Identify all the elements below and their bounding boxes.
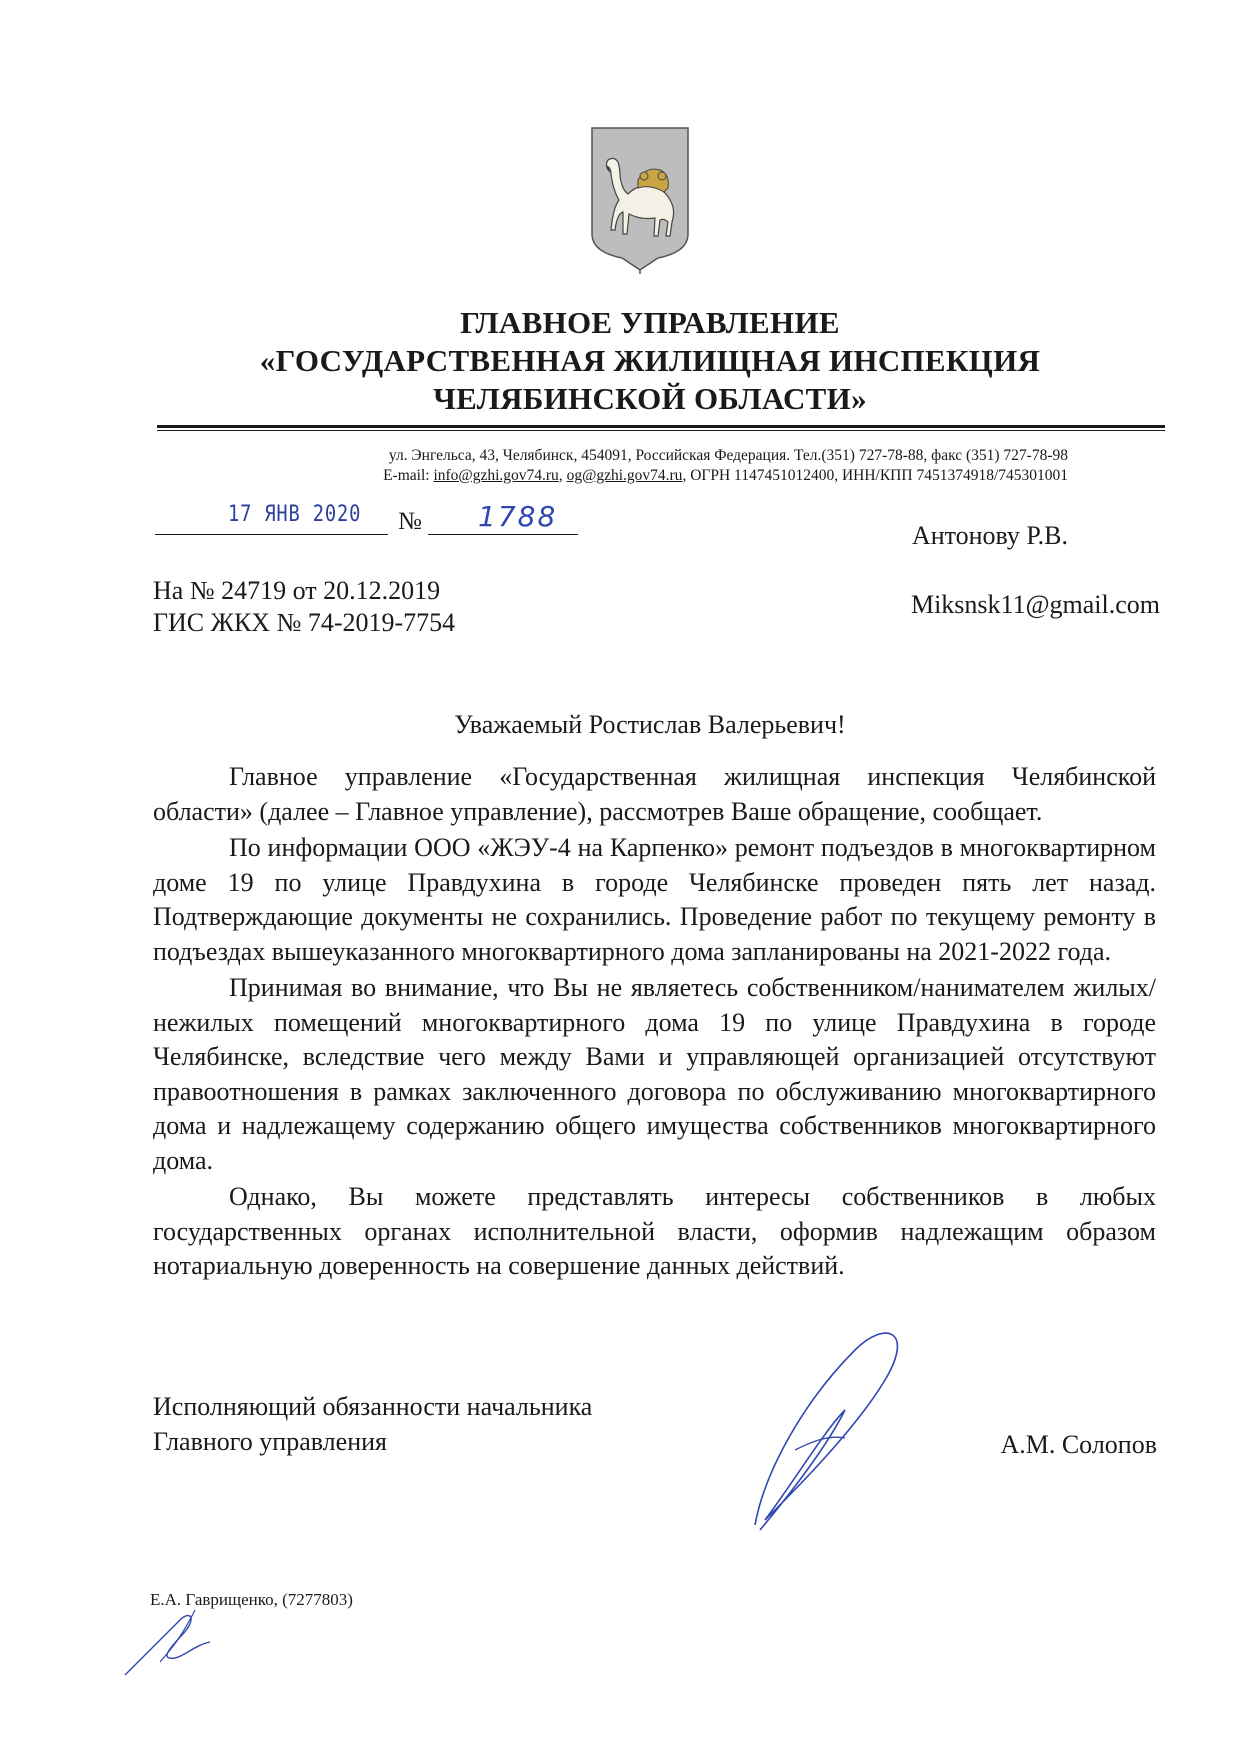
signer-title-line-2: Главного управления: [153, 1427, 387, 1456]
signer-name: А.М. Солопов: [1000, 1430, 1157, 1459]
executor-initials-signature-icon: [120, 1600, 220, 1680]
handwritten-signature-icon: [735, 1320, 935, 1540]
org-contacts-line: E-mail: info@gzhi.gov74.ru, og@gzhi.gov74.ru, ОГРН 1147451012400, ИНН/КПП 7451374918/745301001: [383, 467, 1068, 484]
reference-number: На № 24719 от 20.12.2019: [153, 576, 441, 605]
body-paragraph-4: Однако, Вы можете представлять интересы собственников в любых государственных органах исполнительной власти, оформив надлежащим образом нотариальную доверенность на совершение данных действий.: [153, 1182, 1156, 1280]
body-paragraph-2: По информации ООО «ЖЭУ-4 на Карпенко» ремонт подъездов в многоквартирном доме 19 по улице Правдухина в городе Челябинске проведен пять лет назад. Подтверждающие документы не сохранились. Проведение работ по текущему ремонту в подъездах вышеуказанного многоквартирного дома запланированы на 2021-2022 года.: [153, 833, 1156, 966]
body-paragraph-3: Принимая во внимание, что Вы не являетесь собственником/нанимателем жилых/нежилых помещений многоквартирного дома 19 по улице Правдухина в городе Челябинске, вследствие чего между Вами и управляющей организацией отсутствуют правоотношения в рамках заключенного договора по обслуживанию многоквартирного дома и надлежащему содержанию общего имущества собственников многоквартирного дома.: [153, 973, 1156, 1175]
registration-date-stamp: 17 ЯНВ 2020: [228, 502, 362, 527]
body-paragraph-1: Главное управление «Государственная жилищная инспекция Челябинской области» (далее – Главное управление), рассмотрев Ваше обращение, сообщает.: [153, 762, 1156, 826]
recipient-name: Антонову Р.В.: [911, 521, 1068, 550]
org-title-line-2: «ГОСУДАРСТВЕННАЯ ЖИЛИЩНАЯ ИНСПЕКЦИЯ: [259, 343, 1041, 378]
date-underline: [155, 534, 388, 535]
coat-of-arms-camel-icon: [588, 124, 692, 274]
org-title-line-1: ГЛАВНОЕ УПРАВЛЕНИЕ: [460, 305, 840, 340]
email-link-og[interactable]: og@gzhi.gov74.ru: [566, 467, 683, 484]
org-address-line: ул. Энгельса, 43, Челябинск, 454091, Российская Федерация. Тел.(351) 727-78-88, факс (351) 727-78-98: [388, 447, 1068, 464]
org-registration-codes: , ОГРН 1147451012400, ИНН/КПП 7451374918/745301001: [682, 467, 1068, 484]
registration-number-handwritten: 1788: [478, 500, 558, 533]
header-thin-rule: [157, 430, 1165, 431]
email-link-info[interactable]: info@gzhi.gov74.ru: [433, 467, 559, 484]
email-label: E-mail:: [383, 467, 430, 484]
registration-number-sign: №: [398, 508, 422, 535]
number-underline: [428, 534, 578, 535]
salutation: Уважаемый Ростислав Валерьевич!: [454, 710, 846, 739]
reference-gis-number: ГИС ЖКХ № 74-2019-7754: [153, 608, 456, 637]
signer-title-line-1: Исполняющий обязанности начальника: [153, 1392, 593, 1421]
recipient-email: Miksnsk11@gmail.com: [910, 590, 1160, 619]
letter-body: [153, 760, 1156, 1286]
header-thick-rule: [157, 425, 1165, 428]
executor-contact: Е.А. Гаврищенко, (7277803): [150, 1590, 353, 1609]
org-title-line-3: ЧЕЛЯБИНСКОЙ ОБЛАСТИ»: [433, 381, 867, 416]
